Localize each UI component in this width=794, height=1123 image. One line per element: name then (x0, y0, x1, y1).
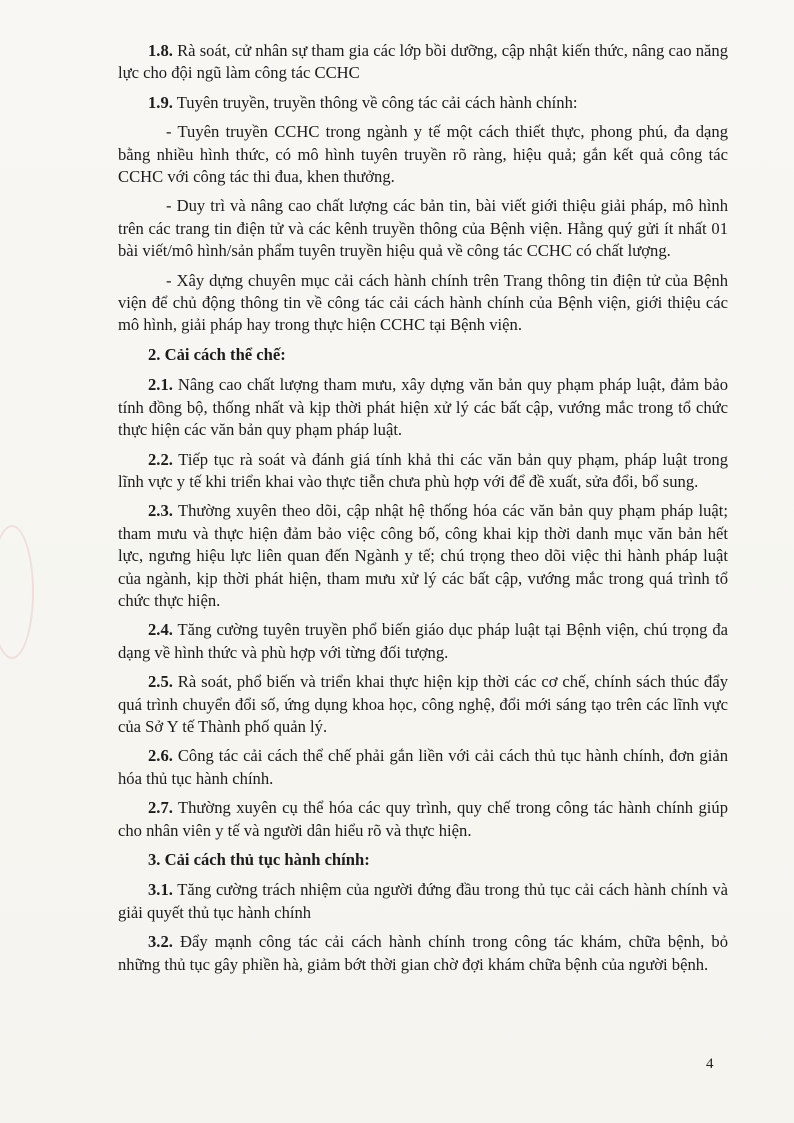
paragraph-2-5: 2.5. Rà soát, phổ biến và triển khai thực hiện kịp thời các cơ chế, chính sách thúc đẩy quá trình chuyển đổi số, ứng dụng khoa học, công nghệ, đổi mới sáng tạo trên các lĩnh vực của Sở Y tế Thành phố quản lý. (118, 672, 728, 736)
document-body (118, 40, 728, 983)
paragraph-2-1: 2.1. Nâng cao chất lượng tham mưu, xây dựng văn bản quy phạm pháp luật, đảm bảo tính đồng bộ, thống nhất và kịp thời phát hiện xử lý các bất cập, vướng mắc trong tổ chức thực hiện các văn bản quy phạm pháp luật. (118, 375, 728, 440)
bullet-paragraph: - Tuyên truyền CCHC trong ngành y tế một cách thiết thực, phong phú, đa dạng bằng nhiều hình thức, có mô hình tuyên truyền rõ ràng, hiệu quả; gắn kết quả công tác CCHC với công tác thi đua, khen thưởng. (118, 122, 728, 187)
stamp-mark (0, 525, 34, 659)
paragraph-1-9: 1.9. Tuyên truyền, truyền thông về công tác cải cách hành chính: (148, 92, 578, 112)
section-heading-3: 3. Cải cách thủ tục hành chính: (148, 850, 370, 869)
paragraph-3-1: 3.1. Tăng cường trách nhiệm của người đứng đầu trong thủ tục cải cách hành chính và giải quyết thủ tục hành chính (118, 880, 728, 922)
paragraph-3-2: 3.2. Đẩy mạnh công tác cải cách hành chính trong công tác khám, chữa bệnh, bỏ những thủ tục gây phiền hà, giảm bớt thời gian chờ đợi khám chữa bệnh của người bệnh. (118, 932, 728, 974)
paragraph-2-2: 2.2. Tiếp tục rà soát và đánh giá tính khả thi các văn bản quy phạm, pháp luật trong lĩnh vực y tế khi triển khai vào thực tiễn chưa phù hợp với để đề xuất, sửa đổi, bổ sung. (118, 449, 728, 491)
paragraph-1-8: 1.8. Rà soát, cử nhân sự tham gia các lớp bồi dưỡng, cập nhật kiến thức, nâng cao năng lực cho đội ngũ làm công tác CCHC (118, 41, 728, 83)
paragraph-2-3: 2.3. Thường xuyên theo dõi, cập nhật hệ thống hóa các văn bản quy phạm pháp luật; tham mưu và thực hiện đảm bảo việc công bố, công khai kịp thời danh mục văn bản hết lực, ngưng hiệu lực liên quan đến Ngành y tế; chú trọng theo dõi việc thi hành pháp luật của ngành, kịp thời phát hiện, tham mưu xử lý các bất cập, vướng mắc trong quá trình tổ chức thực hiện. (118, 501, 728, 610)
bullet-paragraph: - Duy trì và nâng cao chất lượng các bản tin, bài viết giới thiệu giải pháp, mô hình trên các trang tin điện tử và các kênh truyền thông của Bệnh viện. Hằng quý gửi ít nhất 01 bài viết/mô hình/sản phẩm tuyên truyền hiệu quả về công tác CCHC có chất lượng. (118, 196, 728, 261)
paragraph-2-6: 2.6. Công tác cải cách thể chế phải gắn liền với cải cách thủ tục hành chính, đơn giản hóa thủ tục hành chính. (118, 746, 728, 788)
paragraph-2-4: 2.4. Tăng cường tuyên truyền phổ biến giáo dục pháp luật tại Bệnh viện, chú trọng đa dạng về hình thức và phù hợp với từng đối tượng. (118, 620, 728, 662)
page-number: 4 (706, 1056, 714, 1072)
bullet-paragraph: - Xây dựng chuyên mục cải cách hành chính trên Trang thông tin điện tử của Bệnh viện để chủ động thông tin về công tác cải cách hành chính của Bệnh viện, giới thiệu các mô hình, giải pháp hay trong thực hiện CCHC tại Bệnh viện. (118, 270, 728, 335)
paragraph-2-7: 2.7. Thường xuyên cụ thể hóa các quy trình, quy chế trong công tác hành chính giúp cho nhân viên y tế và người dân hiểu rõ và thực hiện. (118, 798, 728, 840)
section-heading-2: 2. Cải cách thể chế: (148, 344, 286, 364)
